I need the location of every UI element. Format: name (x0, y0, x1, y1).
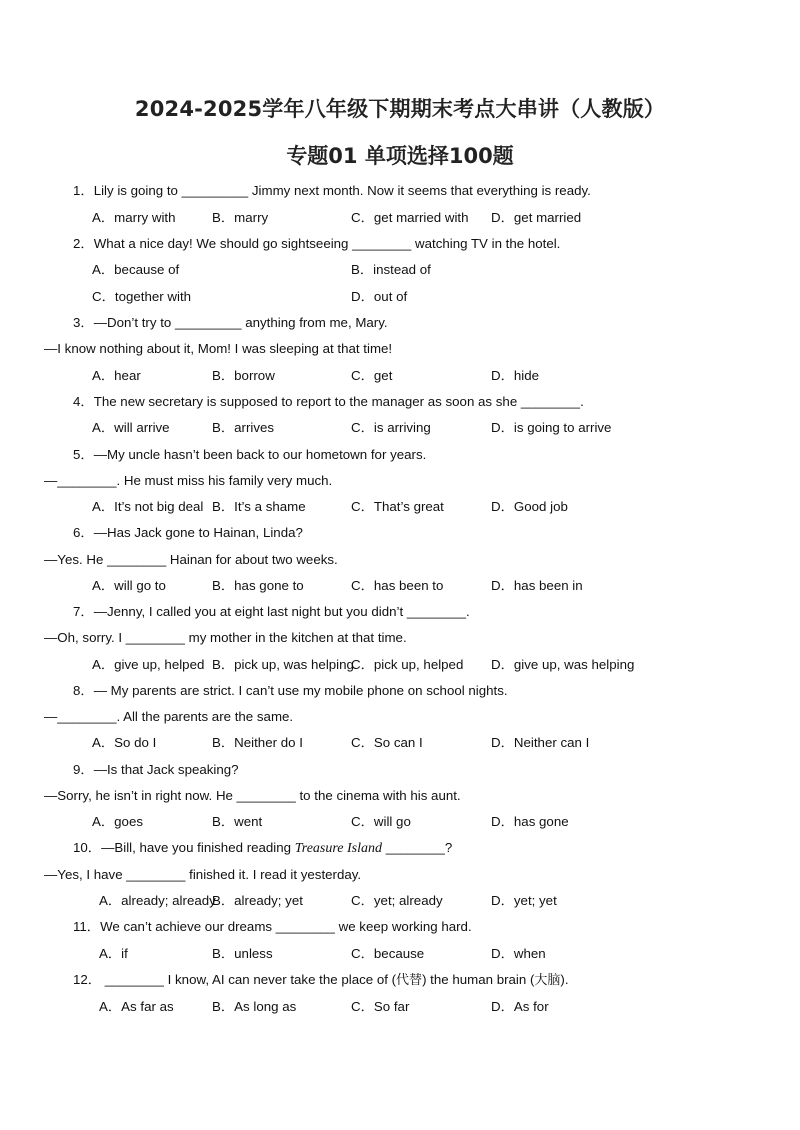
option-b[interactable]: B．went (212, 814, 263, 829)
option-a[interactable]: A．So do I (92, 735, 157, 750)
question-6-reply: —Yes. He ________ Hainan for about two weeks. (44, 552, 338, 567)
question-6-stem: 6．—Has Jack gone to Hainan, Linda? (73, 525, 303, 540)
option-b[interactable]: B．instead of (351, 262, 431, 277)
question-7-stem: 7．—Jenny, I called you at eight last night but you didn’t ________. (73, 604, 470, 619)
option-d[interactable]: D．Good job (491, 499, 568, 514)
option-b[interactable]: B．has gone to (212, 578, 304, 593)
question-10-stem (73, 839, 452, 857)
option-d[interactable]: D．yet; yet (491, 893, 557, 908)
question-11-stem: 11．We can’t achieve our dreams ________ we keep working hard. (73, 919, 472, 934)
question-10-stem-start: 10．—Bill, have you finished reading (73, 840, 295, 855)
option-d[interactable]: D．get married (491, 210, 582, 225)
option-c[interactable]: C．yet; already (351, 893, 443, 908)
option-d[interactable]: D．As for (491, 999, 549, 1014)
question-12-stem (73, 971, 569, 989)
question-9-reply: —Sorry, he isn’t in right now. He ________ to the cinema with his aunt. (44, 788, 461, 803)
question-8-stem: 8．— My parents are strict. I can’t use my mobile phone on school nights. (73, 683, 508, 698)
question-10-reply: —Yes, I have ________ finished it. I read it yesterday. (44, 867, 362, 882)
question-12-stem-end: ). (560, 972, 569, 987)
question-2-options-row1 (0, 261, 800, 279)
chinese-gloss-1: 代替 (396, 973, 423, 988)
question-7-options (0, 656, 800, 674)
question-12-options (0, 998, 800, 1016)
option-a[interactable]: A．because of (92, 262, 180, 277)
option-c[interactable]: C．So far (351, 999, 410, 1014)
option-a[interactable]: A．hear (92, 368, 141, 383)
option-c[interactable]: C．is arriving (351, 420, 431, 435)
option-b[interactable]: B．Neither do I (212, 735, 303, 750)
question-2-stem: 2．What a nice day! We should go sightseeing ________ watching TV in the hotel. (73, 236, 561, 251)
option-d[interactable]: D．when (491, 946, 546, 961)
option-c[interactable]: C．together with (92, 289, 192, 304)
question-2-options-row2 (0, 288, 800, 306)
question-9-stem: 9．—Is that Jack speaking? (73, 762, 239, 777)
option-b[interactable]: B．marry (212, 210, 269, 225)
option-b[interactable]: B．As long as (212, 999, 297, 1014)
option-a[interactable]: A．marry with (92, 210, 176, 225)
question-5-stem: 5．—My uncle hasn’t been back to our hometown for years. (73, 447, 427, 462)
option-c[interactable]: C．get (351, 368, 393, 383)
option-d[interactable]: D．has been in (491, 578, 583, 593)
question-8-reply: —________. All the parents are the same. (44, 709, 294, 724)
question-3-reply: —I know nothing about it, Mom! I was sleeping at that time! (44, 341, 393, 356)
option-d[interactable]: D．Neither can I (491, 735, 590, 750)
option-b[interactable]: B．pick up, was helping (212, 657, 354, 672)
question-4-stem: 4．The new secretary is supposed to report to the manager as soon as she ________. (73, 394, 584, 409)
option-a[interactable]: A．if (99, 946, 128, 961)
option-d[interactable]: D．hide (491, 368, 540, 383)
question-4-options (0, 419, 800, 437)
option-d[interactable]: D．has gone (491, 814, 569, 829)
option-c[interactable]: C．pick up, helped (351, 657, 464, 672)
option-b[interactable]: B．already; yet (212, 893, 303, 908)
question-10-options (0, 892, 800, 910)
option-b[interactable]: B．It’s a shame (212, 499, 306, 514)
question-7-reply: —Oh, sorry. I ________ my mother in the kitchen at that time. (44, 630, 407, 645)
option-b[interactable]: B．borrow (212, 368, 275, 383)
question-5-options (0, 498, 800, 516)
option-a[interactable]: A．goes (92, 814, 143, 829)
question-9-options (0, 813, 800, 831)
option-d[interactable]: D．out of (351, 289, 408, 304)
document-subtitle: 专题01 单项选择100题 (286, 144, 514, 168)
option-c[interactable]: C．will go (351, 814, 411, 829)
option-a[interactable]: A．will go to (92, 578, 166, 593)
question-3-options (0, 367, 800, 385)
option-a[interactable]: A．will arrive (92, 420, 170, 435)
option-a[interactable]: A．It’s not big deal (92, 499, 204, 514)
question-3-stem: 3．—Don’t try to _________ anything from me, Mary. (73, 315, 388, 330)
question-11-options (0, 945, 800, 963)
option-d[interactable]: D．is going to arrive (491, 420, 612, 435)
option-b[interactable]: B．arrives (212, 420, 275, 435)
option-c[interactable]: C．That’s great (351, 499, 444, 514)
option-b[interactable]: B．unless (212, 946, 273, 961)
option-c[interactable]: C．get married with (351, 210, 469, 225)
question-5-reply: —________. He must miss his family very much. (44, 473, 333, 488)
chinese-gloss-2: 大脑 (534, 973, 561, 988)
question-6-options (0, 577, 800, 595)
option-a[interactable]: A．give up, helped (92, 657, 205, 672)
question-8-options (0, 734, 800, 752)
question-12-stem-mid: ) the human brain ( (422, 972, 535, 987)
option-c[interactable]: C．has been to (351, 578, 444, 593)
question-1-stem: 1．Lily is going to _________ Jimmy next month. Now it seems that everything is ready. (73, 183, 591, 198)
question-10-stem-end: ________? (382, 840, 453, 855)
option-c[interactable]: C．So can I (351, 735, 423, 750)
option-a[interactable]: A．already; already (99, 893, 216, 908)
question-1-options (0, 209, 800, 227)
book-title: Treasure Island (294, 841, 382, 856)
option-d[interactable]: D．give up, was helping (491, 657, 635, 672)
question-12-stem-start: 12． ________ I know, AI can never take the place of ( (73, 972, 397, 987)
option-a[interactable]: A．As far as (99, 999, 174, 1014)
document-title: 2024-2025学年八年级下期期末考点大串讲（人教版） (134, 97, 666, 121)
option-c[interactable]: C．because (351, 946, 425, 961)
